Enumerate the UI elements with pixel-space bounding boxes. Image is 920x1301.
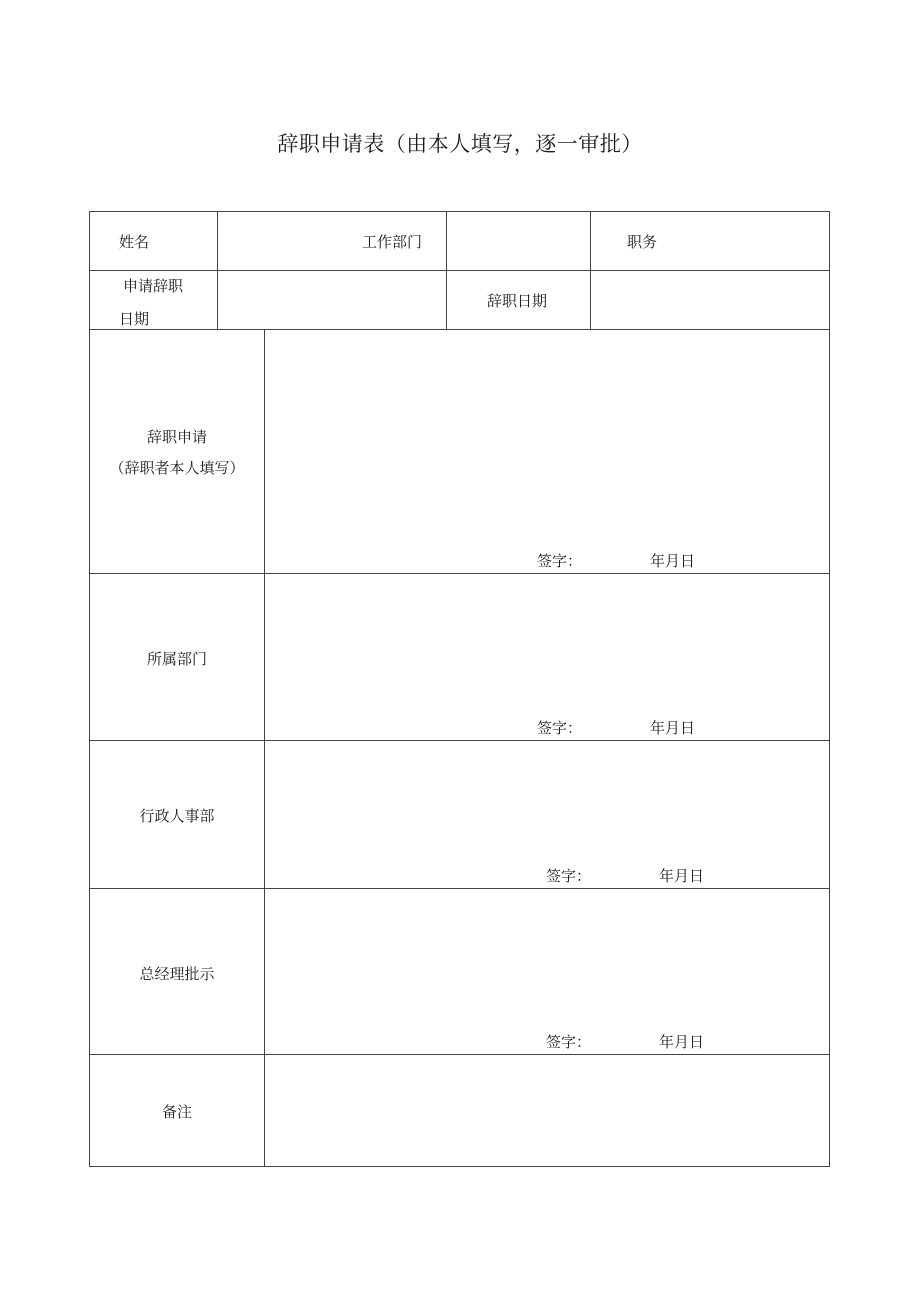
date-label: 年月日 (650, 719, 696, 737)
remarks-label: 备注 (161, 1103, 192, 1121)
signature-label: 签字： (537, 552, 583, 570)
department-section-label: 所属部门 (146, 650, 207, 668)
hr-opinion-field[interactable] (265, 741, 829, 857)
apply-date-label-line2: 日期 (119, 310, 150, 328)
signature-label: 签字： (546, 867, 592, 885)
department-opinion-field[interactable] (265, 574, 829, 709)
date-label: 年月日 (650, 552, 696, 570)
name-label: 姓名 (119, 233, 150, 251)
apply-date-label: 申请辞职 (123, 277, 184, 295)
apply-date-field[interactable] (218, 271, 445, 328)
resignation-application-label: 辞职申请 (146, 428, 207, 446)
department-field[interactable] (447, 212, 589, 269)
signature-label: 签字： (537, 719, 583, 737)
gm-approval-label: 总经理批示 (139, 965, 215, 983)
position-field[interactable] (670, 212, 828, 269)
gm-approval-field[interactable] (265, 889, 829, 1022)
resignation-application-sublabel: （辞职者本人填写） (109, 459, 245, 477)
date-label: 年月日 (659, 867, 705, 885)
name-field[interactable] (218, 212, 358, 269)
remarks-field[interactable] (265, 1055, 829, 1166)
department-label: 工作部门 (362, 233, 423, 251)
page-title: 辞职申请表（由本人填写，逐一审批） (277, 132, 643, 156)
resign-date-field[interactable] (591, 271, 829, 328)
position-label: 职务 (627, 233, 658, 251)
signature-label: 签字： (546, 1033, 592, 1051)
resign-date-label: 辞职日期 (487, 292, 548, 310)
resignation-application-field[interactable] (265, 330, 829, 540)
hr-section-label: 行政人事部 (139, 807, 215, 825)
date-label: 年月日 (659, 1033, 705, 1051)
